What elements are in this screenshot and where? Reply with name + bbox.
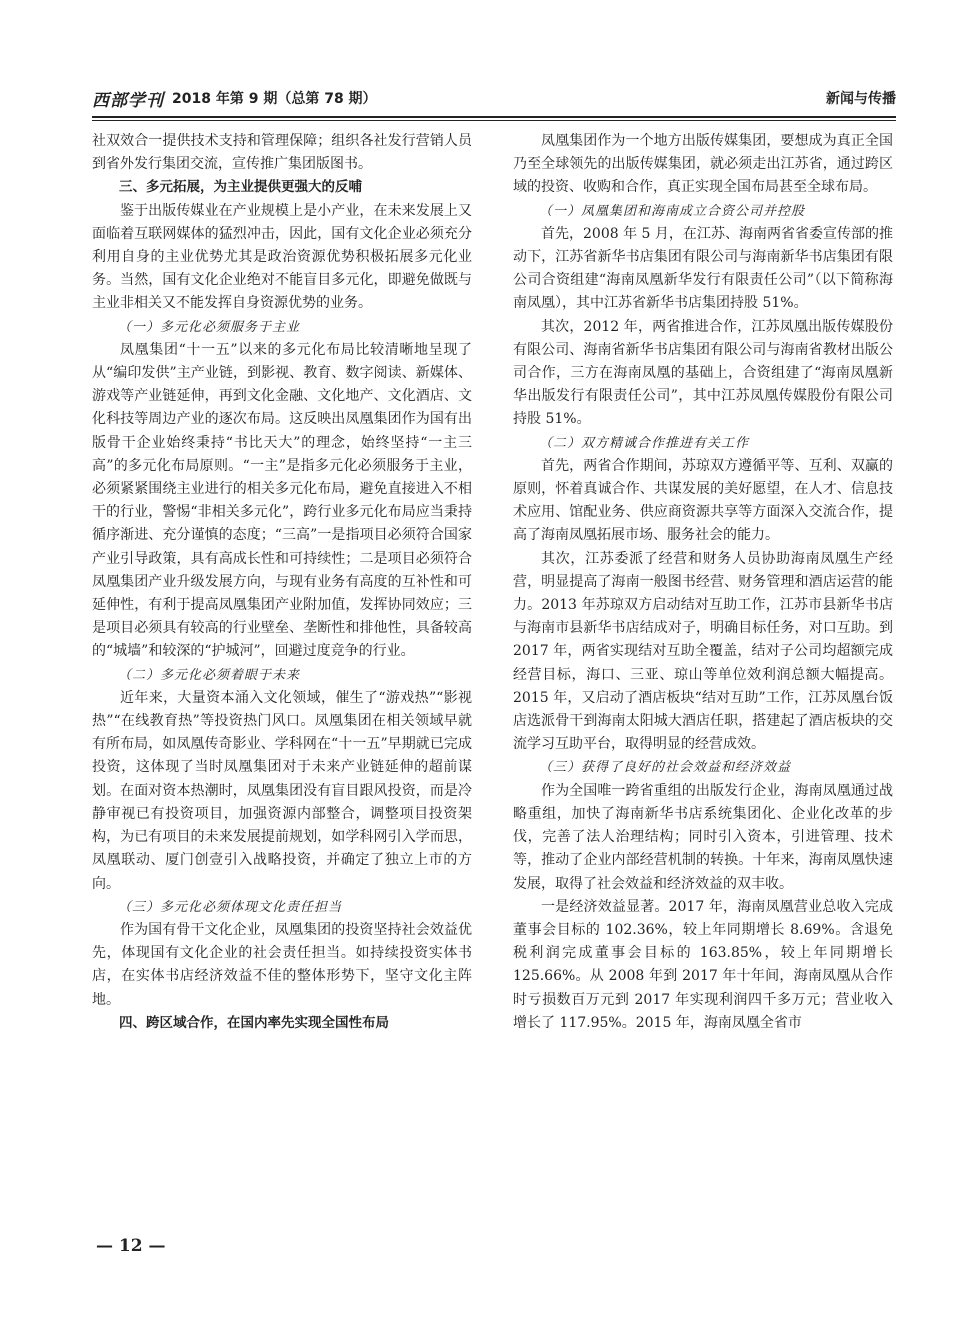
subsection-heading: （三）多元化必须体现文化责任担当 bbox=[118, 899, 343, 915]
subsection-heading: （二）多元化必须着眼于未来 bbox=[118, 667, 301, 683]
left-column bbox=[92, 130, 472, 1035]
paragraph: 社双效合一提供技术支持和管理保障；组织各社发行营销人员到省外发行集团交流，宣传推广集团版图书。 bbox=[92, 133, 472, 173]
section-title: 新闻与传播 bbox=[826, 91, 896, 107]
paragraph: 其次，江苏委派了经营和财务人员协助海南凤凰生产经营，明显提高了海南一般图书经营、财务管理和酒店运营的能力。2013 年苏琼双方启动结对互助工作，江苏市县新华书店与海南市县新华书店结成对子，明确目标任务，对口互助。到 2017 年，两省实现结对互助全覆盖，结对子公司均超额完成经营目标，海口、三亚、琼山等单位效利润总额大幅提高。2015 年，又启动了酒店板块“结对互助”工作，江苏凤凰台饭店选派骨干到海南太阳城大酒店任职，搭建起了酒店板块的交流学习互助平台，取得明显的经营成效。 bbox=[513, 550, 893, 753]
section-heading: 三、多元拓展，为主业提供更强大的反哺 bbox=[119, 179, 362, 196]
journal-logo: 西部学刊 bbox=[92, 91, 164, 111]
running-header bbox=[92, 86, 896, 112]
paragraph: 近年来，大量资本涌入文化领域，催生了“游戏热”“影视热”“在线教育热”等投资热门风口。凤凰集团在相关领域早就有所布局，如凤凰传奇影业、学科网在“十一五”早期就已完成投资，这体现了当时凤凰集团对于未来产业链延伸的超前谋划。在面对资本热潮时，凤凰集团没有盲目跟风投资，而是冷静审视已有投资项目，加强资源内部整合，调整项目投资架构，为已有项目的未来发展提前规划，如学科网引入学而思，凤凰联动、厦门创壹引入战略投资，并确定了独立上市的方向。 bbox=[92, 689, 472, 892]
header-rule-thin bbox=[92, 120, 896, 121]
paragraph: 首先，两省合作期间，苏琼双方遵循平等、互利、双赢的原则，怀着真诚合作、共谋发展的美好愿望，在人才、信息技术应用、馆配业务、供应商资源共享等方面深入交流合作，提高了海南凤凰拓展市场、服务社会的能力。 bbox=[513, 457, 893, 544]
page-number: — 12 — bbox=[96, 1236, 166, 1256]
paragraph: 鉴于出版传媒业在产业规模上是小产业，在未来发展上又面临着互联网媒体的猛烈冲击，因此，国有文化企业必须充分利用自身的主业优势尤其是政治资源优势积极拓展多元化业务。当然，国有文化企业绝对不能盲目多元化，即避免做既与主业非相关又不能发挥自身资源优势的业务。 bbox=[92, 202, 472, 312]
paragraph: 凤凰集团作为一个地方出版传媒集团，要想成为真正全国乃至全球领先的出版传媒集团，就必须走出江苏省，通过跨区域的投资、收购和合作，真正实现全国布局甚至全球布局。 bbox=[513, 133, 893, 196]
paragraph: 一是经济效益显著。2017 年，海南凤凰营业总收入完成董事会目标的 102.36%，较上年同期增长 8.69%。含退免税利润完成董事会目标的 163.85%，较上年同期增长 125.66%。从 2008 年到 2017 年十年间，海南凤凰从合作时亏损数百万元到 2017 年实现利润四千多万元；营业收入增长了 117.95%。2015 年，海南凤凰全省市 bbox=[513, 898, 893, 1031]
paragraph: 首先，2008 年 5 月，在江苏、海南两省省委宣传部的推动下，江苏省新华书店集团有限公司与海南新华书店集团有限公司合资组建“海南凤凰新华发行有限责任公司”（以下简称海南凤凰），其中江苏省新华书店集团持股 51%。 bbox=[513, 225, 893, 312]
subsection-heading: （一）多元化必须服务于主业 bbox=[118, 319, 301, 335]
right-column bbox=[513, 130, 893, 1035]
subsection-heading: （一）凤凰集团和海南成立合资公司并控股 bbox=[539, 203, 806, 219]
paragraph: 作为全国唯一跨省重组的出版发行企业，海南凤凰通过战略重组，加快了海南新华书店系统集团化、企业化改革的步伐，完善了法人治理结构；同时引入资本，引进管理、技术等，推动了企业内部经营机制的转换。十年来，海南凤凰快速发展，取得了社会效益和经济效益的双丰收。 bbox=[513, 782, 893, 892]
subsection-heading: （三）获得了良好的社会效益和经济效益 bbox=[539, 760, 792, 776]
header-rule bbox=[92, 116, 896, 118]
paragraph: 其次，2012 年，两省推进合作，江苏凤凰出版传媒股份有限公司、海南省新华书店集团有限公司与海南省教材出版公司合作，三方在海南凤凰的基础上，合资组建了“海南凤凰新华出版发行有限责任公司”，其中江苏凤凰传媒股份有限公司持股 51%。 bbox=[513, 318, 893, 428]
section-heading: 四、跨区域合作，在国内率先实现全国性布局 bbox=[119, 1014, 389, 1031]
paragraph: 作为国有骨干文化企业，凤凰集团的投资坚持社会效益优先，体现国有文化企业的社会责任担当。如持续投资实体书店，在实体书店经济效益不佳的整体形势下，坚守文化主阵地。 bbox=[92, 921, 472, 1008]
issue-info: 2018 年第 9 期（总第 78 期） bbox=[172, 91, 377, 107]
subsection-heading: （二）双方精诚合作推进有关工作 bbox=[539, 435, 750, 451]
paragraph: 凤凰集团“十一五”以来的多元化布局比较清晰地呈现了从“编印发供”主产业链，到影视、教育、数字阅读、新媒体、游戏等产业链延伸，再到文化金融、文化地产、文化酒店、文化科技等周边产业的逐次布局。这反映出凤凰集团作为国有出版骨干企业始终秉持“书比天大”的理念，始终坚持“一主三高”的多元化布局原则。“一主”是指多元化必须服务于主业，必须紧紧围绕主业进行的相关多元化布局，避免直接进入不相干的行业，警惕“非相关多元化”，跨行业多元化布局应当秉持循序渐进、充分谨慎的态度；“三高”一是指项目必须符合国家产业引导政策，具有高成长性和可持续性；二是项目必须符合凤凰集团产业升级发展方向，与现有业务有高度的互补性和可延伸性，有利于提高凤凰集团产业附加值，发挥协同效应；三是项目必须具有较高的行业壁垒、垄断性和排他性，具备较高的“城墙”和较深的“护城河”，回避过度竞争的行业。 bbox=[92, 341, 472, 660]
